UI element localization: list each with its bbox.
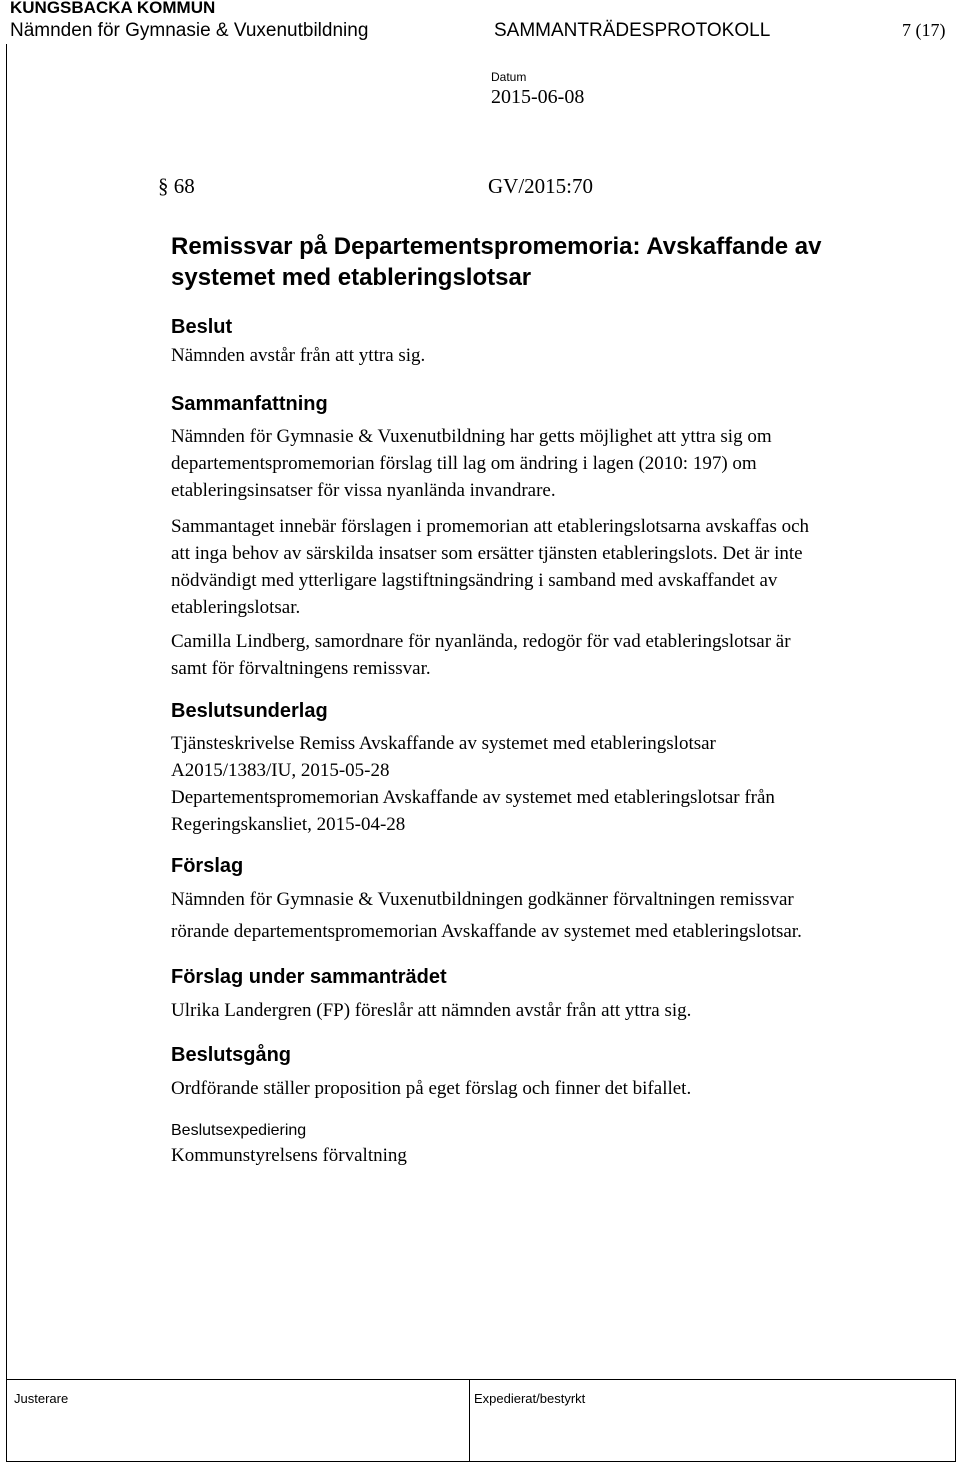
footer-justerare-label: Justerare xyxy=(14,1391,69,1406)
forslag-under-heading: Förslag under sammanträdet xyxy=(171,966,447,988)
text-line: Departementspromemorian Avskaffande av systemet med etableringslotsar från xyxy=(171,787,775,808)
date-label: Datum xyxy=(491,70,527,84)
text-line: Tjänsteskrivelse Remiss Avskaffande av systemet med etableringslotsar xyxy=(171,733,716,754)
sammanfattning-paragraph-1 xyxy=(171,423,931,504)
beslutsexpediering-heading: Beslutsexpediering xyxy=(171,1122,307,1139)
footer-top-rule xyxy=(6,1379,956,1380)
text-line: A2015/1383/IU, 2015-05-28 xyxy=(171,760,390,781)
footer-expedierat-label: Expedierat/bestyrkt xyxy=(474,1391,586,1406)
left-margin-rule xyxy=(6,44,7,1462)
text-line: nödvändigt med ytterligare lagstiftningsändring i samband med avskaffandet av xyxy=(171,570,778,591)
forslag-under-text: Ulrika Landergren (FP) föreslår att nämnden avstår från att yttra sig. xyxy=(171,1000,692,1021)
date-value: 2015-06-08 xyxy=(491,86,585,108)
sammanfattning-paragraph-2 xyxy=(171,513,931,621)
beslutsunderlag-heading: Beslutsunderlag xyxy=(171,700,328,722)
text-line: Regeringskansliet, 2015-04-28 xyxy=(171,814,406,835)
beslutsunderlag-list xyxy=(171,730,931,838)
section-number: § 68 xyxy=(158,174,195,198)
forslag-text xyxy=(171,884,931,948)
organization-name: KUNGSBACKA KOMMUN xyxy=(10,0,216,17)
text-line: Sammantaget innebär förslagen i promemorian att etableringslotsarna avskaffas och xyxy=(171,516,810,537)
text-line: departementspromemorian förslag till lag om ändring i lagen (2010: 197) om xyxy=(171,453,757,474)
sammanfattning-paragraph-3 xyxy=(171,628,931,682)
text-line: etableringsinsatser för vissa nyanlända invandrare. xyxy=(171,480,556,501)
footer-divider xyxy=(469,1380,470,1462)
text-line: rörande departementspromemorian Avskaffande av systemet med etableringslotsar. xyxy=(171,921,802,942)
department-name: Nämnden för Gymnasie & Vuxenutbildning xyxy=(10,20,369,41)
item-title xyxy=(171,231,821,293)
item-title-line: Remissvar på Departementspromemoria: Avskaffande av xyxy=(171,233,822,260)
beslut-heading: Beslut xyxy=(171,316,233,338)
case-number: GV/2015:70 xyxy=(488,174,593,198)
beslut-text: Nämnden avstår från att yttra sig. xyxy=(171,345,426,366)
text-line: Nämnden för Gymnasie & Vuxenutbildningen godkänner förvaltningen remissvar xyxy=(171,889,794,910)
text-line: Nämnden för Gymnasie & Vuxenutbildning har getts möjlighet att yttra sig om xyxy=(171,426,772,447)
footer-bottom-rule xyxy=(6,1461,956,1462)
item-title-line: systemet med etableringslotsar xyxy=(171,264,532,291)
sammanfattning-heading: Sammanfattning xyxy=(171,393,328,415)
page-number: 7 (17) xyxy=(902,20,946,40)
text-line: att inga behov av särskilda insatser som ersätter tjänsten etableringslots. Det är inte xyxy=(171,543,803,564)
text-line: Camilla Lindberg, samordnare för nyanlända, redogör för vad etableringslotsar är xyxy=(171,631,791,652)
beslutsgang-heading: Beslutsgång xyxy=(171,1044,292,1066)
footer-right-rule xyxy=(955,1380,956,1462)
forslag-heading: Förslag xyxy=(171,855,244,877)
beslutsgang-text: Ordförande ställer proposition på eget förslag och finner det bifallet. xyxy=(171,1078,692,1099)
text-line: samt för förvaltningens remissvar. xyxy=(171,658,431,679)
text-line: etableringslotsar. xyxy=(171,597,301,618)
beslutsexpediering-text: Kommunstyrelsens förvaltning xyxy=(171,1145,407,1166)
document-type: SAMMANTRÄDESPROTOKOLL xyxy=(494,20,771,41)
